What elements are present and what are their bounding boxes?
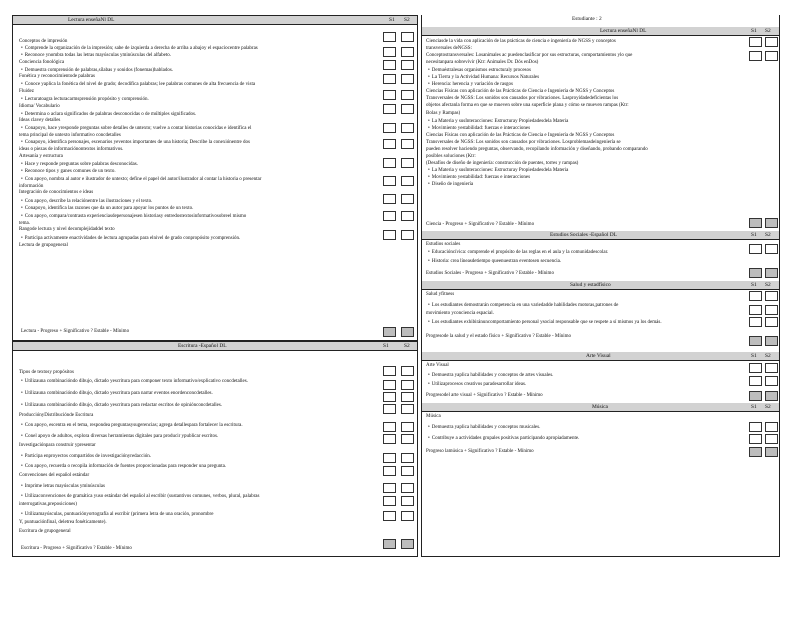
grade-box-s1[interactable] bbox=[383, 366, 396, 376]
student-label: Estudiante : 2 bbox=[572, 16, 602, 22]
criterion-line: Salud yfitness bbox=[426, 292, 455, 297]
criterion-line: • Demuestra comprensión de palabras,sílabas y sonidos (fonemas)hablados. bbox=[21, 68, 173, 74]
grade-box-s2[interactable] bbox=[765, 376, 778, 386]
criterion-line: Conceptostransversales: Losanimales ac puedenclasificar por sus estructuras, comportamientos ylo que bbox=[426, 53, 633, 58]
grade-box-s2[interactable] bbox=[765, 37, 778, 47]
grade-box-s1[interactable] bbox=[383, 139, 396, 149]
grade-box-s1[interactable] bbox=[383, 539, 396, 549]
s2-label: S2 bbox=[765, 232, 771, 238]
criterion-line: información bbox=[19, 184, 44, 189]
criterion-line: Ideas clavey detalles bbox=[19, 118, 61, 123]
criterion-line: • La Materia y susInteracciones: Estructuray Propiedadesdela Materia bbox=[428, 168, 568, 174]
grade-box-s1[interactable] bbox=[749, 51, 762, 61]
music-legend: Progreso lamúsica + Significativo ? Estable - Mínimo bbox=[426, 449, 534, 454]
criterion-line: • Lecturatoagra lecturacarmsprensión propósito y comprensión. bbox=[21, 97, 149, 103]
grade-box-s2[interactable] bbox=[401, 123, 414, 133]
criterion-line: • Utilizaconvenciones de gramática yuso estándar del español al escribir (sustantivos comunes, verbos, plural, palabras bbox=[21, 494, 259, 500]
grade-box-s2[interactable] bbox=[765, 268, 778, 278]
criterion-line: • Conapoyo, hace yresponde preguntas sobre detalles de untexto; vuelve a contar historias conocidas e identifica el bbox=[21, 126, 251, 132]
writing-legend: Escritura - Progreso + Significativo ? Estable - Mínimo bbox=[21, 546, 132, 551]
criterion-line: • Demuestra yaplica habilidades y conceptos de artes visuales. bbox=[428, 373, 553, 379]
social-studies-legend: Estudios Sociales - Progreso + Significativo ? Estable - Mínimo bbox=[426, 271, 554, 276]
criterion-line: Investigaciónpara construir ypresentar bbox=[19, 443, 96, 448]
grade-box-s1[interactable] bbox=[749, 447, 762, 457]
grade-box-s2[interactable] bbox=[401, 422, 414, 432]
criterion-line: • Demuéstralesas organismos estructuraly procesos bbox=[428, 68, 531, 74]
criterion-line: (Desafíos de diseño de ingeniería: construcción de puentes, torres y rampas) bbox=[426, 161, 579, 166]
s2-label: S2 bbox=[765, 28, 771, 34]
s1-label: S1 bbox=[389, 17, 395, 23]
criterion-line: • Comprende la organización de la impresión; sabe de izquierda a derecha de arriba a abajoy el espaciocentre palabras bbox=[21, 46, 258, 52]
grade-box-s1[interactable] bbox=[383, 511, 396, 521]
visual-art-header bbox=[422, 352, 779, 361]
science-title: Lectura enseñaNl DL bbox=[600, 28, 647, 34]
criterion-line: • Con apoyo, recuerda o recopila información de fuentes proporcionadas para responder una pregunta. bbox=[21, 464, 226, 470]
grade-box-s1[interactable] bbox=[383, 230, 396, 240]
criterion-line: posibles soluciones (Ktr: bbox=[426, 154, 476, 159]
grade-box-s2[interactable] bbox=[765, 363, 778, 373]
criterion-line: pueden resolver haciendo preguntas, observando, recopilando información y diseñando, probando comparando bbox=[426, 147, 648, 152]
criterion-line: • La Tierra y la Actividad Humana: Recursos Naturales bbox=[428, 75, 539, 81]
s2-label: S2 bbox=[404, 17, 410, 23]
criterion-line: tema principal de untexto informativo concdetalles bbox=[19, 133, 121, 138]
writing-title: Escritura -Español DL bbox=[178, 343, 227, 349]
criterion-line: • La Materia y susInteracciones: Estructuray Propiedadesdela Materia bbox=[428, 119, 568, 125]
grade-box-s1[interactable] bbox=[749, 37, 762, 47]
grade-box-s2[interactable] bbox=[401, 47, 414, 57]
grade-box-s1[interactable] bbox=[749, 391, 762, 401]
grade-box-s1[interactable] bbox=[383, 422, 396, 432]
s1-label: S1 bbox=[383, 343, 389, 349]
criterion-line: tema. bbox=[19, 221, 30, 226]
criterion-line: Ciencias Físicas con aplicación de las Prácticas de Ciencia e Ingeniería de NGSS y Conceptos bbox=[426, 133, 615, 138]
criterion-line: • Los estudiantes exhibiránuncomportamiento personal ysocial responsable que se respete a sí mismos ya los demás. bbox=[428, 320, 662, 326]
reading-legend: Lectura - Progreso + Significativo ? Estable - Mínimo bbox=[21, 329, 130, 334]
criterion-line: • Diseño de ingeniería bbox=[428, 182, 473, 188]
grade-box-s1[interactable] bbox=[383, 483, 396, 493]
reading-panel bbox=[12, 15, 418, 341]
grade-box-s2[interactable] bbox=[401, 60, 414, 70]
criterion-line: • Reconoce tipos y ganes comunes de un texto. bbox=[21, 169, 116, 175]
grade-box-s2[interactable] bbox=[765, 422, 778, 432]
grade-box-s2[interactable] bbox=[401, 434, 414, 444]
grade-box-s2[interactable] bbox=[401, 230, 414, 240]
criterion-line: Convenciones del español estándar bbox=[19, 473, 90, 478]
grade-box-s1[interactable] bbox=[383, 158, 396, 168]
criterion-line: necesitanpara sobrevivir (Ktr: Animales Dr. Dós enDos) bbox=[426, 60, 539, 65]
grade-box-s2[interactable] bbox=[401, 392, 414, 402]
grade-box-s1[interactable] bbox=[383, 74, 396, 84]
criterion-line: Arte Visual bbox=[426, 363, 449, 368]
criterion-line: Transversales de NGSS: Los sonidos son causados por vibraciones. Lasproyidadedeficientas los bbox=[426, 96, 619, 101]
grade-box-s2[interactable] bbox=[765, 434, 778, 444]
grade-box-s1[interactable] bbox=[383, 404, 396, 414]
criterion-line: Artesanía y estructura bbox=[19, 154, 63, 159]
grade-box-s2[interactable] bbox=[401, 466, 414, 476]
criterion-line: Rangode lectura y nivel decomplejidaddel texto bbox=[19, 227, 115, 232]
criterion-line: • Los estudiantes demostrarán competencia en una variedadde habilidades motoras,patrones de bbox=[428, 303, 618, 309]
s2-label: S2 bbox=[765, 282, 771, 288]
criterion-line: Ciencias Físicas con aplicación de las Prácticas de Ciencia e Ingeniería de NGSS y Conceptos bbox=[426, 89, 615, 94]
grade-box-s1[interactable] bbox=[383, 211, 396, 221]
grade-box-s2[interactable] bbox=[401, 366, 414, 376]
criterion-line: • Con apoyo, escentra en el tema, respondea preguntasysugerencias; agrega detallespara fortalecer la escritura. bbox=[21, 423, 243, 429]
grade-box-s1[interactable] bbox=[383, 380, 396, 390]
criterion-line: Lectura de grupogeneral bbox=[19, 243, 68, 248]
grade-box-s1[interactable] bbox=[383, 496, 396, 506]
criterion-line: movimiento yconciencia espacial. bbox=[426, 311, 494, 316]
criterion-line: • Imprime letras mayúsculas yminúsculas bbox=[21, 484, 105, 490]
criterion-line: Música bbox=[426, 414, 441, 419]
s2-label: S2 bbox=[404, 343, 410, 349]
criterion-line: objetos afectanla forma en que se mueven sobre una superficie plana y cómo se mueven rampas (Ktr: bbox=[426, 103, 629, 108]
criterion-line: Y, puntuaciónfinal, deletrea fonéticamente). bbox=[19, 520, 107, 525]
criterion-line: • Reconoce ynombra todas las letras mayúsculas yminúsculas del alfabeto. bbox=[21, 53, 171, 59]
grade-box-s1[interactable] bbox=[383, 47, 396, 57]
writing-header bbox=[13, 342, 417, 351]
grade-box-s1[interactable] bbox=[749, 363, 762, 373]
criterion-line: • Herencia: herencia y variación de rasgos bbox=[428, 82, 513, 88]
grade-box-s1[interactable] bbox=[749, 305, 762, 315]
grade-box-s1[interactable] bbox=[383, 32, 396, 42]
criterion-line: • Contribuye a actividades grupales positivas participando apropiadamente. bbox=[428, 436, 579, 442]
grade-box-s1[interactable] bbox=[383, 194, 396, 204]
grade-box-s2[interactable] bbox=[765, 291, 778, 301]
s2-label: S2 bbox=[765, 353, 771, 359]
criterion-line: Tipos de textosy propósitos bbox=[19, 370, 74, 375]
grade-box-s1[interactable] bbox=[383, 466, 396, 476]
criterion-line: • Educacióncívica: comprende el propósito de las reglas en el aula y la comunidadescolar. bbox=[428, 250, 608, 256]
grade-box-s2[interactable] bbox=[401, 327, 414, 337]
grade-box-s2[interactable] bbox=[401, 194, 414, 204]
grade-box-s1[interactable] bbox=[749, 434, 762, 444]
s2-label: S2 bbox=[765, 404, 771, 410]
grade-box-s1[interactable] bbox=[749, 218, 762, 228]
grade-box-s2[interactable] bbox=[765, 305, 778, 315]
criterion-line: • Participa activamente enactividades de lectura agrupadas para elnivel de grado conpropósito ycomprensión. bbox=[21, 236, 240, 242]
criterion-line: Escritura de grupogeneral bbox=[19, 529, 71, 534]
reading-title: Lectura enseñaNl DL bbox=[68, 17, 115, 23]
social-studies-title: Estudios Sociales -Español DL bbox=[550, 232, 617, 238]
criterion-line: • Utilizauna combinacióndo dibujo, dictado yescritura para componer texto informativo/explicativo concdetalles. bbox=[21, 379, 248, 385]
criterion-line: Fluidez bbox=[19, 89, 34, 94]
visual-art-title: Arte Visual bbox=[586, 353, 611, 359]
grade-box-s1[interactable] bbox=[383, 434, 396, 444]
criterion-line: Conceptos de impresión bbox=[19, 39, 68, 44]
criterion-line: • Historia: crea líneasdetiempo queenuestran eventosen secuencia. bbox=[428, 259, 561, 265]
criterion-line: Cienciasde la vida con aplicación de las prácticas de ciencia e ingeniería de NGSS y conceptos bbox=[426, 39, 616, 44]
grade-box-s2[interactable] bbox=[765, 391, 778, 401]
criterion-line: • Determina o aclara significados de palabras desconocidas o de múltiples significados. bbox=[21, 112, 196, 118]
criterion-line: Conciencia fonológica bbox=[19, 60, 65, 65]
grade-box-s1[interactable] bbox=[383, 453, 396, 463]
science-header bbox=[422, 27, 779, 36]
criterion-line: Estudios sociales bbox=[426, 242, 461, 247]
grade-box-s1[interactable] bbox=[749, 268, 762, 278]
grade-box-s2[interactable] bbox=[401, 453, 414, 463]
criterion-line: Bolas y Rampas) bbox=[426, 111, 461, 116]
criterion-line: • Demuestra yaplica habilidades y conceptos musicales. bbox=[428, 425, 540, 431]
science-legend: Ciencia - Progreso + Significativo ? Estable - Mínimo bbox=[426, 222, 535, 227]
criterion-line: • Conel apoyo de adultos, explora diversas herramientas digitales para producir ypublicar escritos. bbox=[21, 434, 218, 440]
criterion-line: Integración de conocimientos e ideas bbox=[19, 190, 94, 195]
criterion-line: • Participa enproyectos compartidos de investigaciónyredacción. bbox=[21, 454, 151, 460]
health-title: Salud y estadfísico bbox=[570, 282, 611, 288]
grade-box-s1[interactable] bbox=[749, 244, 762, 254]
grade-box-s1[interactable] bbox=[749, 336, 762, 346]
grade-box-s1[interactable] bbox=[383, 90, 396, 100]
health-legend: Progresode la salud y el estado físico + Significativo ? Estable - Mínimo bbox=[426, 334, 572, 339]
grade-box-s2[interactable] bbox=[765, 218, 778, 228]
criterion-line: • Con apoyo, compara/contrasta experienciasdepersonajesen historiasy entredostextosinformativosobreel mismo bbox=[21, 214, 246, 220]
criterion-line: • Hace y responde preguntas sobre palabras desconocidas. bbox=[21, 162, 138, 168]
criterion-line: • Conoce yaplica la fonética del nivel de grado; decodifica palabras; lee palabras comunes de alta frecuencia de vista bbox=[21, 82, 255, 88]
criterion-line: • Movimiento yestabilidad: fuerzas e interacciones bbox=[428, 175, 530, 181]
grade-box-s2[interactable] bbox=[401, 32, 414, 42]
grade-box-s1[interactable] bbox=[749, 291, 762, 301]
s1-label: S1 bbox=[751, 353, 757, 359]
criterion-line: ProducciónyDistribuciónde Escritura bbox=[19, 413, 94, 418]
music-title: Música bbox=[592, 404, 608, 410]
s1-label: S1 bbox=[751, 232, 757, 238]
criterion-line: • Utilizauna combinacióndo dibujo, dictado yescritura para redactar escritos de opiniónconcdetalles. bbox=[21, 403, 222, 409]
reading-header bbox=[13, 16, 417, 25]
grade-box-s2[interactable] bbox=[401, 211, 414, 221]
grade-box-s2[interactable] bbox=[401, 139, 414, 149]
grade-box-s2[interactable] bbox=[765, 447, 778, 457]
grade-box-s2[interactable] bbox=[401, 539, 414, 549]
grade-box-s2[interactable] bbox=[401, 176, 414, 186]
criterion-line: • Utilizauna combinacióndo dibujo, dictado yescritura para narrar eventos enordenconcdetalles. bbox=[21, 391, 213, 397]
s1-label: S1 bbox=[751, 282, 757, 288]
grade-box-s2[interactable] bbox=[401, 104, 414, 114]
criterion-line: Idioma/ Vocabulario bbox=[19, 104, 60, 109]
criterion-line: • Con apoyo, nombra al autor e ilustrador de untexto; define el papel del autor/ilustrador al contar la historia o presentar bbox=[21, 177, 261, 183]
criterion-line: • Utilizaprocesos creativos paradesarrollar ideas. bbox=[428, 382, 526, 388]
social-studies-header bbox=[422, 231, 779, 240]
criterion-line: • Conapoyo, identifica personajes, escenarios yeventos importantes de una historia; Describe la conexiónentre dos bbox=[21, 140, 250, 146]
s1-label: S1 bbox=[751, 404, 757, 410]
grade-box-s1[interactable] bbox=[383, 176, 396, 186]
grade-box-s1[interactable] bbox=[383, 123, 396, 133]
criterion-line: • Movimiento yestabilidad: fuerzas e interacciones bbox=[428, 126, 530, 132]
grade-box-s2[interactable] bbox=[401, 90, 414, 100]
right-column bbox=[421, 15, 780, 557]
grade-box-s2[interactable] bbox=[765, 51, 778, 61]
grade-box-s2[interactable] bbox=[401, 380, 414, 390]
criterion-line: ideas o piezas de informaciónontextos informativos. bbox=[19, 147, 124, 152]
criterion-line: Transversales de NGSS: Los sonidos son causados por vibraciones. Losproblemasdeingeniería se bbox=[426, 140, 621, 145]
grade-box-s2[interactable] bbox=[765, 244, 778, 254]
criterion-line: transversales deNGSS: bbox=[426, 46, 472, 51]
grade-box-s1[interactable] bbox=[749, 317, 762, 327]
criterion-line: interrogativas,preposiciones) bbox=[19, 502, 77, 507]
health-header bbox=[422, 281, 779, 290]
grade-box-s1[interactable] bbox=[383, 104, 396, 114]
grade-box-s1[interactable] bbox=[383, 327, 396, 337]
music-header bbox=[422, 403, 779, 412]
criterion-line: Fonética y reconocimientode palabras bbox=[19, 74, 95, 79]
grade-box-s2[interactable] bbox=[765, 317, 778, 327]
grade-box-s2[interactable] bbox=[765, 336, 778, 346]
grade-box-s2[interactable] bbox=[401, 158, 414, 168]
criterion-line: • Utilizamayúsculas, puntuaciónyortografía al escribir (primera letra de una oración, pronombre bbox=[21, 512, 213, 518]
writing-panel bbox=[12, 341, 418, 557]
criterion-line: • Con apoyo, describe la relaciónentre las ilustraciones y el texto. bbox=[21, 199, 152, 205]
grade-box-s2[interactable] bbox=[401, 511, 414, 521]
s1-label: S1 bbox=[751, 28, 757, 34]
grade-box-s2[interactable] bbox=[401, 483, 414, 493]
grade-box-s1[interactable] bbox=[749, 376, 762, 386]
grade-box-s2[interactable] bbox=[401, 74, 414, 84]
grade-box-s1[interactable] bbox=[383, 392, 396, 402]
grade-box-s2[interactable] bbox=[401, 404, 414, 414]
grade-box-s1[interactable] bbox=[383, 60, 396, 70]
grade-box-s1[interactable] bbox=[749, 422, 762, 432]
visual-art-legend: Progresodel arte visual + Significativo ? Estable - Mínimo bbox=[426, 393, 543, 398]
grade-box-s2[interactable] bbox=[401, 496, 414, 506]
criterion-line: • Conapoyo, identifica las razones que da un autor para apoyar los puntos de un texto. bbox=[21, 206, 193, 212]
